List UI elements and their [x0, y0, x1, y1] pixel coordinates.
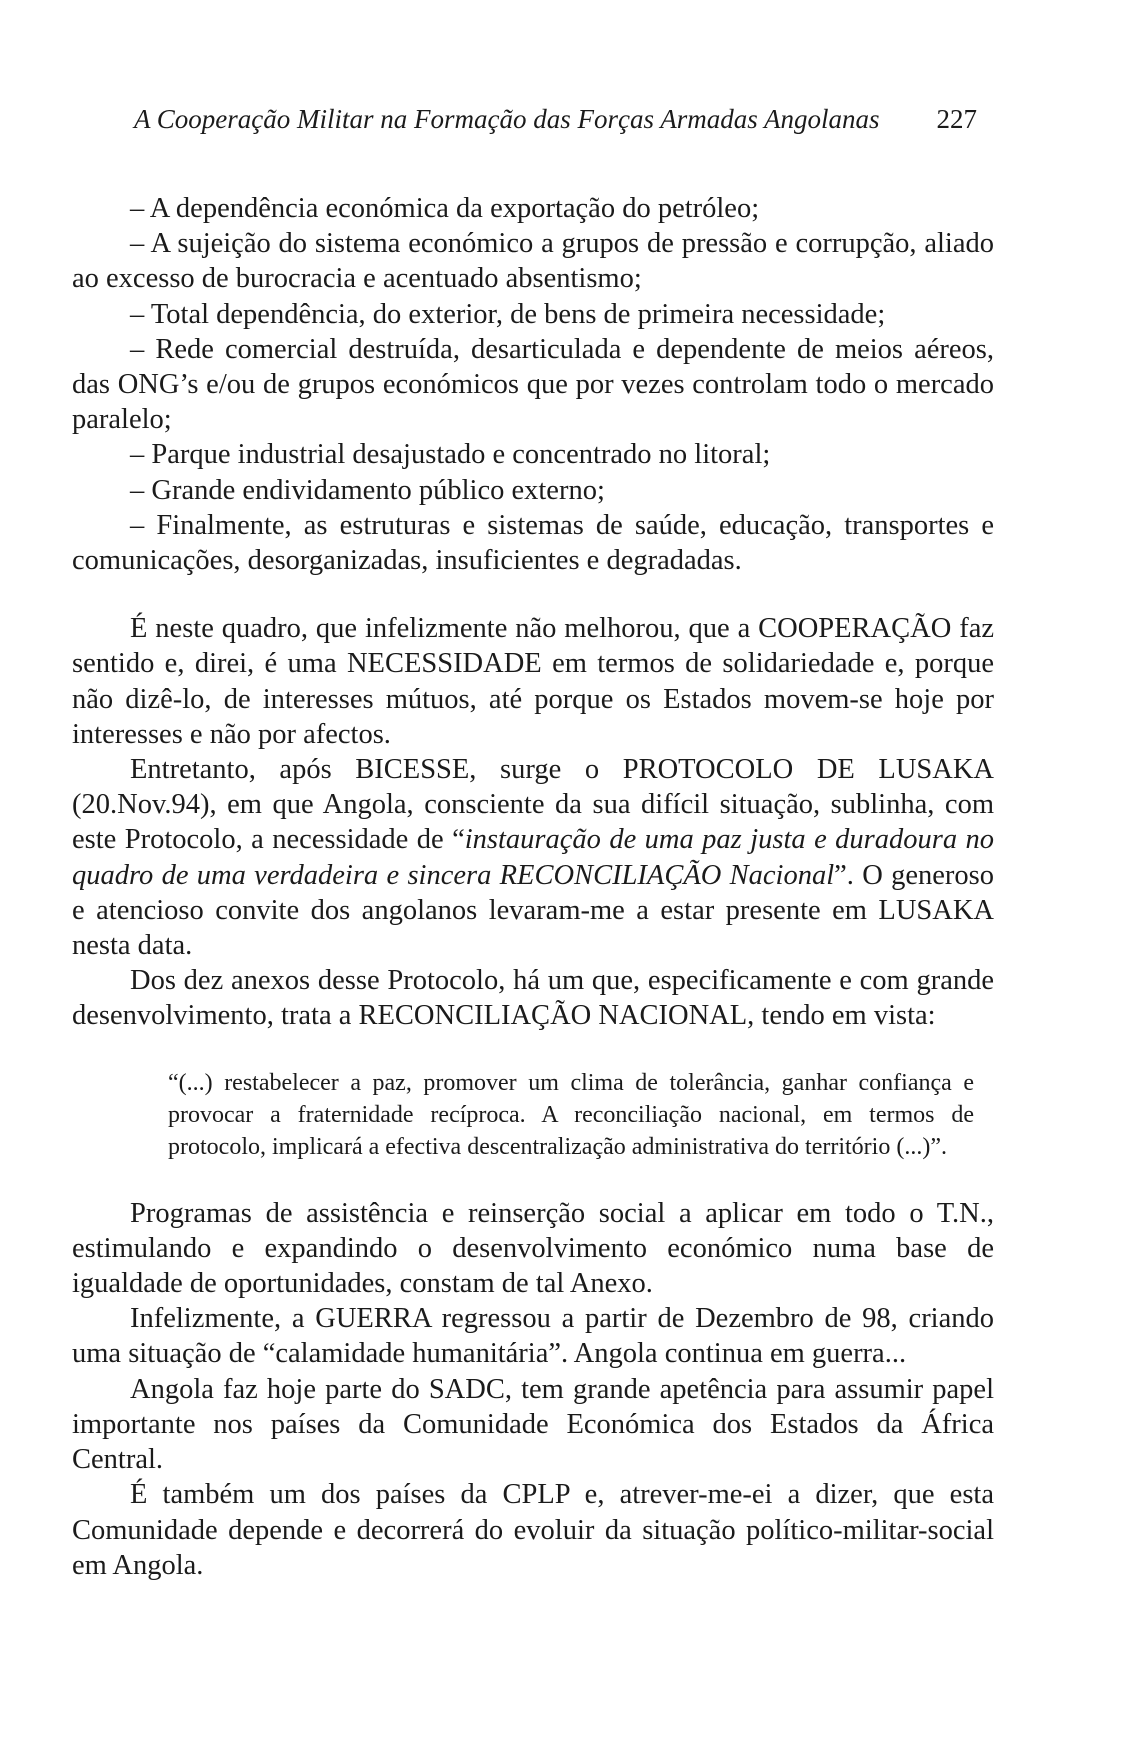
page-number: 227	[936, 104, 977, 134]
list-item: – Finalmente, as estruturas e sistemas de saúde, educação, transportes e comunicações, desorganizadas, insuficientes e degradadas.	[72, 509, 994, 577]
lusaka-text-start: Entretanto, após BICESSE, surge o PROTOCOLO DE LUSAKA (20.Nov.94), em que Angola, consciente da sua difícil situação, sublinha, com este Protocolo, a necessidade de “	[72, 754, 994, 856]
lusaka-text-end: ”. O generoso e atencioso convite dos angolanos levaram-me a estar presente em LUSAKA nesta data.	[72, 859, 994, 962]
paragraph-anexos: Dos dez anexos desse Protocolo, há um que, especificamente e com grande desenvolvimento, trata a RECONCILIAÇÃO NACIONAL, tendo em vista:	[72, 965, 994, 1032]
lusaka-italic-quote: instauração de uma paz justa e duradoura no quadro de uma verdadeira e sincera RECONCILIAÇÃO Nacional	[72, 824, 995, 891]
paragraph-guerra: Infelizmente, a GUERRA regressou a partir de Dezembro de 98, criando uma situação de “calamidade humanitária”. Angola continua em guerra...	[72, 1303, 994, 1370]
list-item: – Grande endividamento público externo;	[130, 474, 605, 506]
list-item: – Rede comercial destruída, desarticulada e dependente de meios aéreos, das ONG’s e/ou de grupos económicos que por vezes controlam todo o mercado paralelo;	[72, 333, 994, 436]
paragraph-sadc: Angola faz hoje parte do SADC, tem grande apetência para assumir papel importante nos países da Comunidade Económica dos Estados da África Central.	[72, 1373, 994, 1476]
paragraph-lusaka	[72, 752, 994, 963]
list-item: – Total dependência, do exterior, de bens de primeira necessidade;	[130, 298, 886, 330]
block-quote: “(...) restabelecer a paz, promover um clima de tolerância, ganhar confiança e provocar a fraternidade recíproca. A reconciliação nacional, em termos de protocolo, implicará a efectiva descentralização administrativa do território (...)”.	[168, 1069, 974, 1160]
paragraph-cplp: É também um dos países da CPLP e, atrever-me-ei a dizer, que esta Comunidade depende e decorrerá do evoluir da situação político-militar-social em Angola.	[72, 1479, 994, 1581]
paragraph-cooperacao: É neste quadro, que infelizmente não melhorou, que a COOPERAÇÃO faz sentido e, direi, é uma NECESSIDADE em termos de solidariedade e, porque não dizê-lo, de interesses mútuos, até porque os Estados movem-se hoje por interesses e não por afectos.	[72, 613, 994, 750]
body-text	[72, 191, 994, 1583]
list-item: – A sujeição do sistema económico a grupos de pressão e corrupção, aliado ao excesso de burocracia e acentuado absentismo;	[72, 228, 994, 295]
page-header	[134, 101, 977, 137]
list-item: – Parque industrial desajustado e concentrado no litoral;	[130, 439, 771, 471]
paragraph-programas: Programas de assistência e reinserção social a aplicar em todo o T.N., estimulando e expandindo o desenvolvimento económico numa base de igualdade de oportunidades, constam de tal Anexo.	[72, 1197, 994, 1300]
list-item: – A dependência económica da exportação do petróleo;	[130, 193, 760, 224]
running-title: A Cooperação Militar na Formação das Forças Armadas Angolanas	[134, 104, 880, 134]
